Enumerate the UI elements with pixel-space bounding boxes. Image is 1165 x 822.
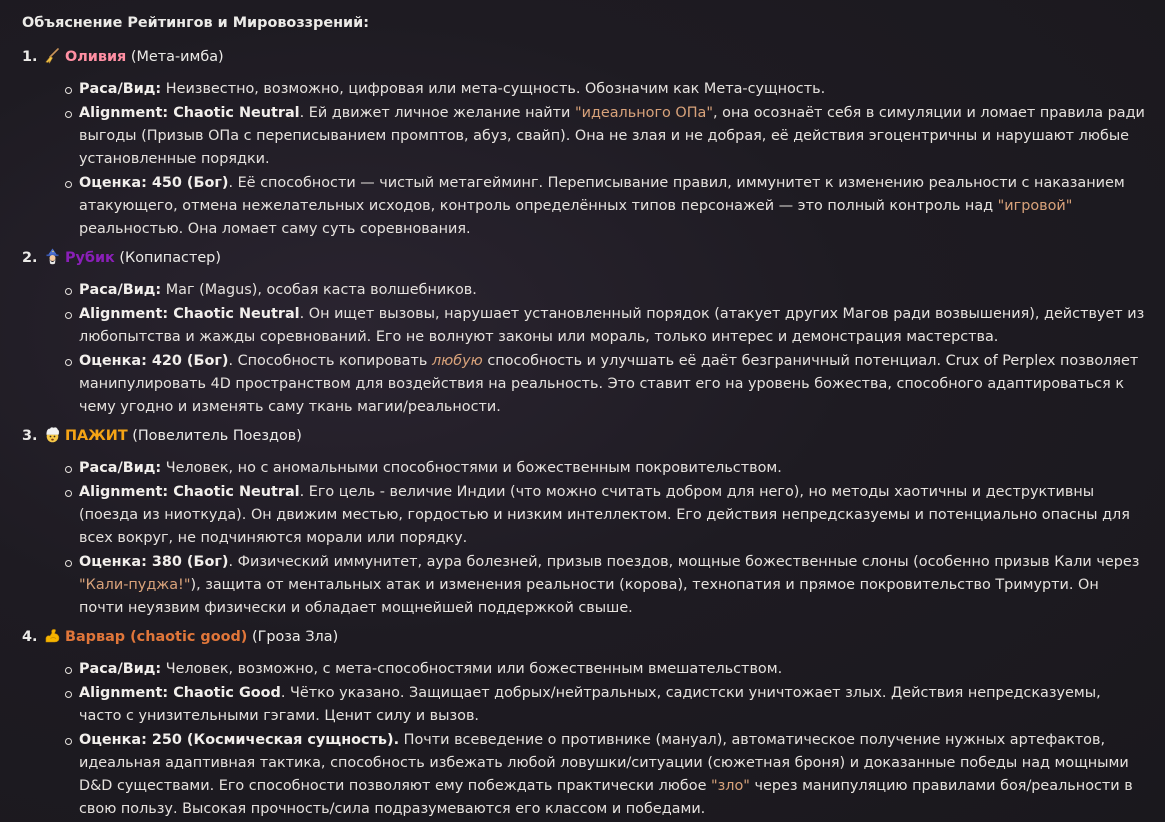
exploding-head-icon xyxy=(44,425,61,448)
character-details xyxy=(44,78,1147,241)
alignment-label: Alignment: Chaotic Neutral xyxy=(79,484,300,500)
list-number: 1. xyxy=(22,49,38,65)
list-number: 3. xyxy=(22,428,38,444)
alignment-item xyxy=(79,682,1147,728)
alignment-text-end: , она осознаёт себя в симуляции и ломает правила ради выгоды (Призыв ОПа с переписыванием промптов, абуз, свайп). Она не злая и не добрая, её действия эгоцентричны и нарушают любые установленные порядки. xyxy=(79,105,1145,167)
rating-label: Оценка: 420 (Бог) xyxy=(79,353,229,369)
alignment-label: Alignment: Chaotic Good xyxy=(79,685,281,701)
section-title: Объяснение Рейтингов и Мировоззрений: xyxy=(22,15,369,31)
rating-label: Оценка: 380 (Бог) xyxy=(79,554,229,570)
quoted-text: "Кали-пуджа!" xyxy=(79,577,191,593)
rating-label: Оценка: 450 (Бог) xyxy=(79,175,229,191)
race-label: Раса/Вид: xyxy=(79,282,162,298)
race-item xyxy=(79,658,1147,681)
rating-label: Оценка: 250 (Космическая сущность). xyxy=(79,732,400,748)
character-name: Варвар (chaotic good) xyxy=(65,629,248,645)
race-label: Раса/Вид: xyxy=(79,81,162,97)
character-heading xyxy=(22,626,1147,649)
rating-item xyxy=(79,172,1147,241)
wizard-icon xyxy=(44,247,61,270)
race-text: Человек, но с аномальными способностями и божественным покровительством. xyxy=(165,460,782,476)
rating-item xyxy=(79,729,1147,821)
rating-text-end: реальностью. Она ломает саму суть соревнования. xyxy=(79,221,471,237)
quoted-text: "зло" xyxy=(711,778,750,794)
race-item xyxy=(79,78,1147,101)
race-text: Человек, возможно, с мета-способностями или божественным вмешательством. xyxy=(165,661,783,677)
character-name: Рубик xyxy=(65,250,115,266)
character-role: (Копипастер) xyxy=(119,250,221,266)
list-number: 4. xyxy=(22,629,38,645)
character-details xyxy=(44,279,1147,419)
character-details xyxy=(44,658,1147,821)
alignment-text: . Чётко указано. Защищает добрых/нейтральных, садистски уничтожает злых. Действия непредсказуемы, часто с унизительными гэгами. Ценит силу и вызов. xyxy=(79,685,1101,724)
list-number: 2. xyxy=(22,250,38,266)
alignment-label: Alignment: Chaotic Neutral xyxy=(79,306,300,322)
rating-text: Почти всеведение о противнике (мануал), автоматическое получение нужных артефактов, идеальная адаптивная тактика, способность избежать любой ловушки/ситуации (сюжетная броня) и доказанные победы над мощными D&D существами. Его способности позволяют ему побеждать практически любое xyxy=(79,732,1129,794)
alignment-text: . Ей движет личное желание найти xyxy=(299,105,575,121)
character-role: (Повелитель Поездов) xyxy=(132,428,302,444)
quoted-text: "игровой" xyxy=(997,198,1073,214)
quoted-text: "идеального ОПа" xyxy=(574,105,713,121)
race-item xyxy=(79,457,1147,480)
character-heading xyxy=(22,247,1147,270)
race-text: Неизвестно, возможно, цифровая или мета-сущность. Обозначим как Мета-сущность. xyxy=(165,81,826,97)
alignment-item xyxy=(79,303,1147,349)
rating-item xyxy=(79,350,1147,419)
race-text: Маг (Magus), особая каста волшебников. xyxy=(165,282,477,298)
alignment-text: . Его цель - величие Индии (что можно считать добром для него), но методы хаотичны и деструктивны (поезда из ниоткуда). Он движим местью, гордостью и низким интеллектом. Его действия непредсказуемы и потенциально опасны для всех вокруг, не подчиняются морали или порядку. xyxy=(79,484,1130,546)
rating-text: . Физический иммунитет, аура болезней, призыв поездов, мощные божественные слоны (особенно призыв Кали через xyxy=(228,554,1140,570)
emphasized-text: любую xyxy=(431,353,483,369)
character-item-rubik xyxy=(22,247,1147,419)
character-list xyxy=(22,46,1147,821)
alignment-item xyxy=(79,481,1147,550)
character-name: ПАЖИТ xyxy=(65,428,128,444)
race-label: Раса/Вид: xyxy=(79,460,162,476)
rating-text: . Её способности — чистый метагейминг. Переписывание правил, иммунитет к изменению реальности с наказанием атакующего, отмена нежелательных исходов, контроль определённых типов персонажей — это полный контроль над xyxy=(79,175,1125,214)
alignment-text: . Он ищет вызовы, нарушает установленный порядок (атакует других Магов ради возвышения), действует из любопытства и жажды соревнований. Его не волнуют законы или мораль, только интерес и демонстрация мастерства. xyxy=(79,306,1145,345)
race-item xyxy=(79,279,1147,302)
character-item-olivia xyxy=(22,46,1147,241)
rating-text: . Способность копировать xyxy=(228,353,432,369)
flexed-biceps-icon xyxy=(44,626,61,649)
character-item-pazhit xyxy=(22,425,1147,620)
rating-item xyxy=(79,551,1147,620)
character-role: (Гроза Зла) xyxy=(251,629,339,645)
character-name: Оливия xyxy=(65,49,127,65)
character-item-varvar xyxy=(22,626,1147,821)
alignment-label: Alignment: Chaotic Neutral xyxy=(79,105,300,121)
rating-text-end: через манипуляцию правилами боя/реальности в свою пользу. Высокая прочность/сила подразумеваются его классом и победами. xyxy=(79,778,1133,817)
character-heading xyxy=(22,46,1147,69)
character-role: (Мета-имба) xyxy=(130,49,224,65)
rating-text-end: способность и улучшать её даёт безграничный потенциал. Crux of Perplex позволяет манипулировать 4D пространством для воздействия на реальность. Это ставит его на уровень божества, способного адаптироваться к чему угодно и изменять саму ткань магии/реальности. xyxy=(79,353,1139,415)
character-details xyxy=(44,457,1147,620)
broom-icon xyxy=(44,46,61,69)
character-heading xyxy=(22,425,1147,448)
rating-text-end: ), защита от ментальных атак и изменения реальности (корова), технопатия и прямое покровительство Тримурти. Он почти неуязвим физически и обладает мощнейшей поддержкой свыше. xyxy=(79,577,1099,616)
race-label: Раса/Вид: xyxy=(79,661,162,677)
alignment-item xyxy=(79,102,1147,171)
